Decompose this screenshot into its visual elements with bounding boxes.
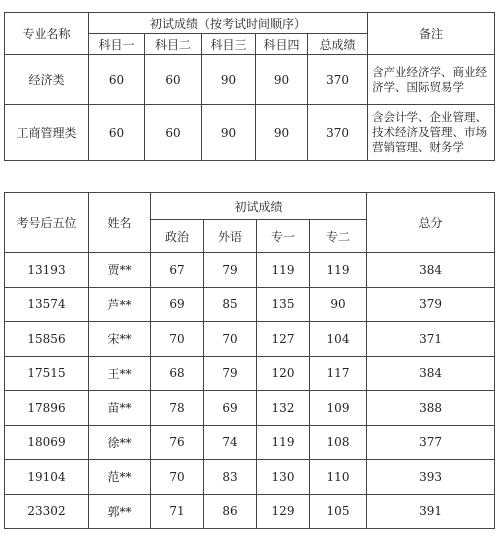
total-cell: 370	[308, 105, 368, 161]
major-2-score-cell: 119	[310, 253, 367, 288]
name-cell: 王**	[89, 356, 151, 391]
major-cell: 经济类	[5, 55, 89, 105]
foreign-language-score-cell: 69	[204, 391, 257, 426]
table-row	[5, 105, 495, 161]
name-cell: 芦**	[89, 287, 151, 322]
header-major: 专业名称	[5, 13, 89, 55]
table-row	[5, 460, 495, 495]
major-1-score-cell: 127	[257, 322, 310, 357]
header-subject-4: 科目四	[256, 34, 308, 55]
exam-id-cell: 19104	[5, 460, 89, 495]
politics-score-cell: 69	[151, 287, 204, 322]
header-prelim-group: 初试成绩（按考试时间顺序）	[89, 13, 368, 34]
major-1-score-cell: 132	[257, 391, 310, 426]
major-2-score-cell: 109	[310, 391, 367, 426]
major-cell: 工商管理类	[5, 105, 89, 161]
remark-cell: 含会计学、企业管理、技术经济及管理、市场营销管理、财务学	[368, 105, 495, 161]
score-cell: 60	[145, 105, 202, 161]
major-2-score-cell: 90	[310, 287, 367, 322]
table-row	[5, 425, 495, 460]
name-cell: 范**	[89, 460, 151, 495]
name-cell: 苗**	[89, 391, 151, 426]
major-2-score-cell: 108	[310, 425, 367, 460]
score-cell: 60	[145, 55, 202, 105]
major-1-score-cell: 129	[257, 494, 310, 529]
header-remark: 备注	[368, 13, 495, 55]
total-score-cell: 391	[367, 494, 495, 529]
header-subject-2: 科目二	[145, 34, 202, 55]
total-score-cell: 377	[367, 425, 495, 460]
table-row	[5, 322, 495, 357]
table-row	[5, 287, 495, 322]
total-score-cell: 384	[367, 356, 495, 391]
score-requirement-table	[4, 12, 495, 161]
header-major-2: 专二	[310, 220, 367, 253]
total-score-cell: 384	[367, 253, 495, 288]
foreign-language-score-cell: 74	[204, 425, 257, 460]
table-row	[5, 494, 495, 529]
foreign-language-score-cell: 79	[204, 356, 257, 391]
score-cell: 60	[89, 55, 145, 105]
foreign-language-score-cell: 70	[204, 322, 257, 357]
score-cell: 90	[202, 105, 256, 161]
major-2-score-cell: 117	[310, 356, 367, 391]
major-2-score-cell: 104	[310, 322, 367, 357]
header-exam-id: 考号后五位	[5, 193, 89, 253]
total-score-cell: 371	[367, 322, 495, 357]
score-cell: 90	[256, 55, 308, 105]
foreign-language-score-cell: 86	[204, 494, 257, 529]
name-cell: 郭**	[89, 494, 151, 529]
politics-score-cell: 70	[151, 322, 204, 357]
major-1-score-cell: 135	[257, 287, 310, 322]
header-politics: 政治	[151, 220, 204, 253]
total-score-cell: 393	[367, 460, 495, 495]
major-1-score-cell: 120	[257, 356, 310, 391]
table-row	[5, 55, 495, 105]
total-cell: 370	[308, 55, 368, 105]
exam-id-cell: 17515	[5, 356, 89, 391]
exam-id-cell: 23302	[5, 494, 89, 529]
exam-id-cell: 18069	[5, 425, 89, 460]
major-2-score-cell: 110	[310, 460, 367, 495]
name-cell: 宋**	[89, 322, 151, 357]
major-1-score-cell: 130	[257, 460, 310, 495]
exam-id-cell: 17896	[5, 391, 89, 426]
remark-cell: 含产业经济学、商业经济学、国际贸易学	[368, 55, 495, 105]
header-subject-3: 科目三	[202, 34, 256, 55]
politics-score-cell: 71	[151, 494, 204, 529]
header-subject-1: 科目一	[89, 34, 145, 55]
exam-id-cell: 15856	[5, 322, 89, 357]
name-cell: 贾**	[89, 253, 151, 288]
politics-score-cell: 70	[151, 460, 204, 495]
table-row	[5, 356, 495, 391]
candidate-score-table	[4, 192, 495, 529]
politics-score-cell: 78	[151, 391, 204, 426]
header-name: 姓名	[89, 193, 151, 253]
table-row	[5, 391, 495, 426]
name-cell: 徐**	[89, 425, 151, 460]
header-major-1: 专一	[257, 220, 310, 253]
foreign-language-score-cell: 85	[204, 287, 257, 322]
header-foreign-language: 外语	[204, 220, 257, 253]
major-1-score-cell: 119	[257, 253, 310, 288]
total-score-cell: 379	[367, 287, 495, 322]
major-2-score-cell: 105	[310, 494, 367, 529]
header-prelim-group: 初试成绩	[151, 193, 367, 220]
total-score-cell: 388	[367, 391, 495, 426]
header-total: 总分	[367, 193, 495, 253]
politics-score-cell: 68	[151, 356, 204, 391]
foreign-language-score-cell: 83	[204, 460, 257, 495]
exam-id-cell: 13574	[5, 287, 89, 322]
score-cell: 90	[256, 105, 308, 161]
major-1-score-cell: 119	[257, 425, 310, 460]
score-cell: 90	[202, 55, 256, 105]
score-cell: 60	[89, 105, 145, 161]
table-row	[5, 253, 495, 288]
header-total: 总成绩	[308, 34, 368, 55]
foreign-language-score-cell: 79	[204, 253, 257, 288]
exam-id-cell: 13193	[5, 253, 89, 288]
politics-score-cell: 67	[151, 253, 204, 288]
politics-score-cell: 76	[151, 425, 204, 460]
